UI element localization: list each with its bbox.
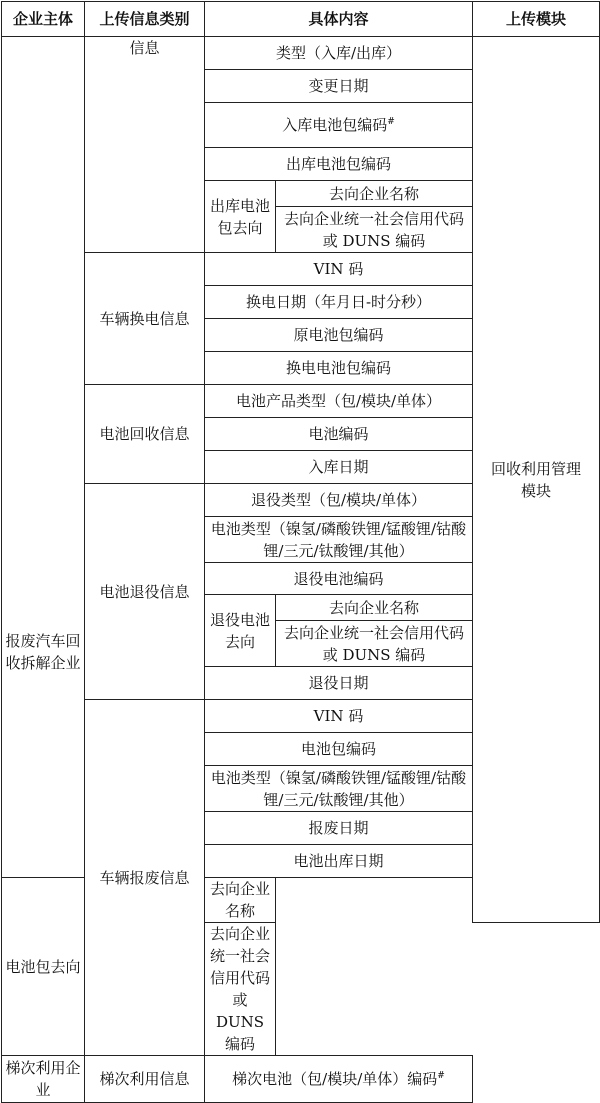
- item-dest-credit-code: 去向企业统一社会信用代码或 DUNS 编码: [276, 207, 473, 253]
- module-cell: [473, 37, 600, 923]
- header-entity: 企业主体: [2, 2, 85, 37]
- header-category: 上传信息类别: [85, 2, 205, 37]
- hash-mark: #: [387, 117, 395, 127]
- sublabel-retire-dest: 退役电池去向: [205, 595, 276, 667]
- module-name: 回收利用管理模块: [491, 459, 582, 500]
- category-info: 信息: [85, 37, 205, 253]
- item-battery-chem: 电池类型（镍氢/磷酸铁锂/锰酸锂/钴酸锂/三元/钛酸锂/其他）: [205, 517, 473, 563]
- category-retire: 电池退役信息: [85, 484, 205, 700]
- item-vin: VIN 码: [205, 700, 473, 733]
- item-inbound-date: 入库日期: [205, 451, 473, 484]
- item-dest-credit-code: 去向企业统一社会信用代码或 DUNS 编码: [205, 923, 276, 1056]
- header-module: 上传模块: [473, 2, 600, 37]
- item-pack-code: 电池包编码: [205, 733, 473, 766]
- item-cascade-battery: [205, 1056, 473, 1103]
- item-change-date: 变更日期: [205, 70, 473, 103]
- battery-info-table: [1, 1, 600, 1103]
- table-row: [2, 1056, 600, 1103]
- item-orig-pack-code: 原电池包编码: [205, 319, 473, 352]
- item-scrap-date: 报废日期: [205, 812, 473, 845]
- item-retire-date: 退役日期: [205, 667, 473, 700]
- item-dest-company: 去向企业名称: [276, 595, 473, 621]
- item-swap-date: 换电日期（年月日-时分秒）: [205, 286, 473, 319]
- item-dest-company: 去向企业名称: [276, 181, 473, 207]
- table-row: [2, 37, 600, 70]
- item-product-type: 电池产品类型（包/模块/单体）: [205, 385, 473, 418]
- category-cascade-use: 梯次利用信息: [85, 1056, 205, 1103]
- category-scrap-vehicle: 车辆报废信息: [85, 700, 205, 1056]
- hash-mark: #: [437, 1071, 445, 1081]
- item-inbound-pack-code-text: 入库电池包编码: [282, 116, 388, 134]
- item-type-inout: 类型（入库/出库）: [205, 37, 473, 70]
- item-dest-company: 去向企业名称: [205, 878, 276, 923]
- item-retire-code: 退役电池编码: [205, 563, 473, 595]
- header-content: 具体内容: [205, 2, 473, 37]
- category-swap: 车辆换电信息: [85, 253, 205, 385]
- entity-cell-scrap: [2, 37, 85, 878]
- item-dest-credit-code: 去向企业统一社会信用代码或 DUNS 编码: [276, 621, 473, 667]
- item-inbound-pack-code: [205, 103, 473, 148]
- sublabel-outbound-dest: 出库电池包去向: [205, 181, 276, 253]
- header-row: [2, 2, 600, 37]
- category-recycle: 电池回收信息: [85, 385, 205, 484]
- item-battery-chem: 电池类型（镍氢/磷酸铁锂/锰酸锂/钴酸锂/三元/钛酸锂/其他）: [205, 766, 473, 812]
- sublabel-pack-dest: 电池包去向: [2, 878, 85, 1056]
- entity-name-scrap: 报废汽车回收拆解企业: [5, 632, 81, 672]
- entity-cascade: 梯次利用企业: [2, 1056, 85, 1103]
- item-battery-code: 电池编码: [205, 418, 473, 451]
- item-vin: VIN 码: [205, 253, 473, 286]
- item-swap-pack-code: 换电电池包编码: [205, 352, 473, 385]
- item-outbound-pack-code: 出库电池包编码: [205, 148, 473, 181]
- item-retire-type: 退役类型（包/模块/单体）: [205, 484, 473, 517]
- item-cascade-battery-text: 梯次电池（包/模块/单体）编码: [232, 1070, 438, 1088]
- item-battery-out-date: 电池出库日期: [205, 845, 473, 878]
